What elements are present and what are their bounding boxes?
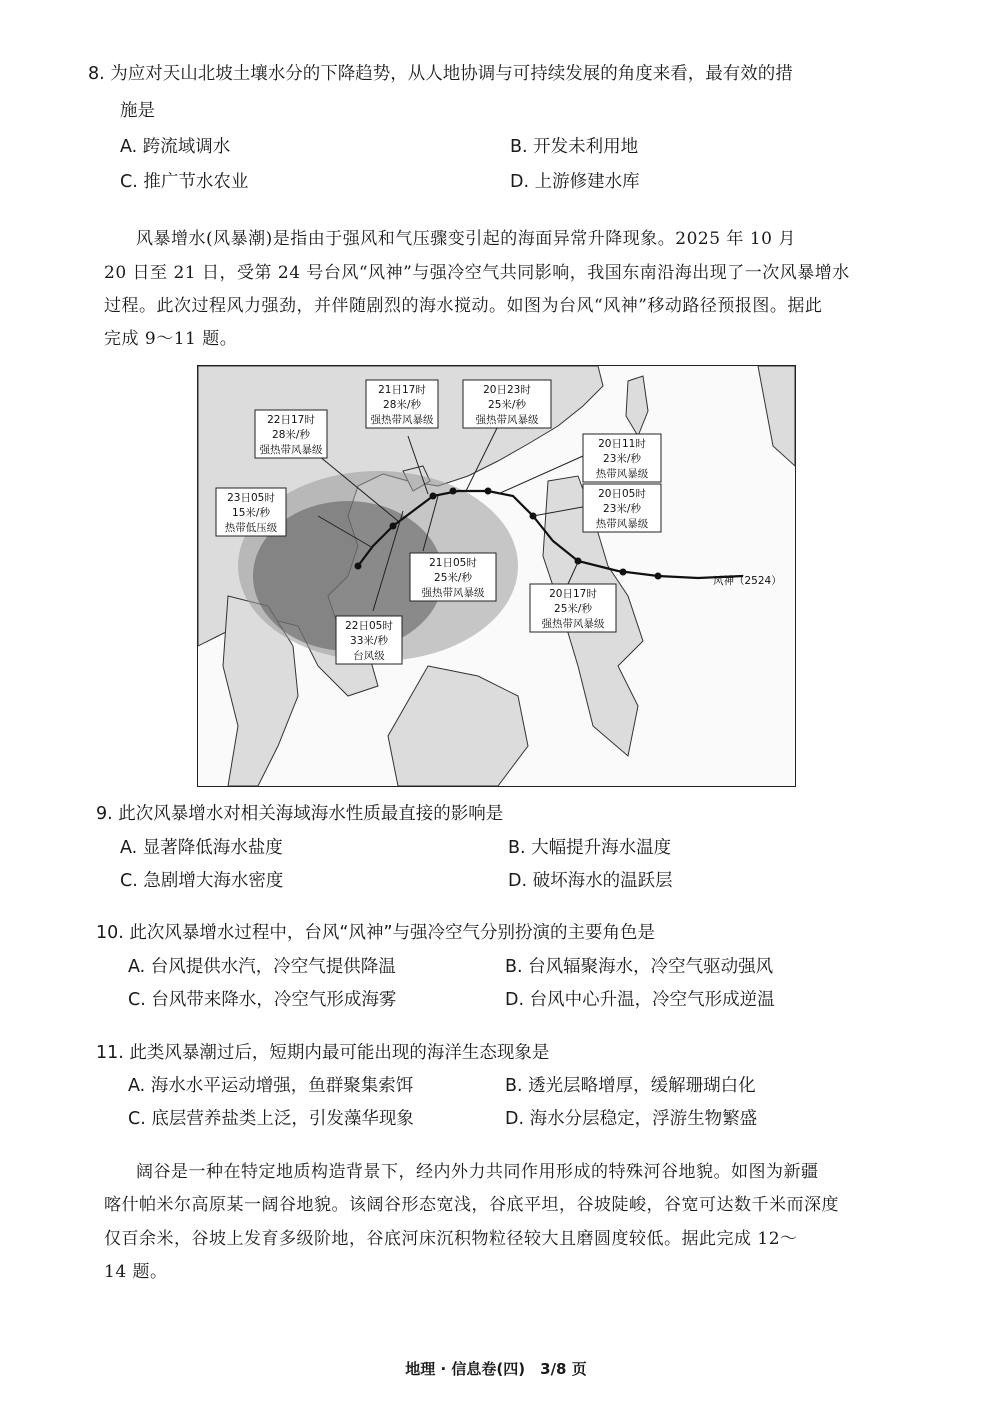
info-box-20d23h	[463, 380, 551, 428]
svg-text:25米/秒: 25米/秒	[434, 572, 472, 584]
svg-text:21日17时: 21日17时	[378, 384, 426, 396]
q10-option-b: B. 台风辐聚海水，冷空气驱动强风	[505, 957, 774, 977]
svg-text:28米/秒: 28米/秒	[383, 399, 421, 411]
svg-text:28米/秒: 28米/秒	[272, 429, 310, 441]
track-point	[620, 569, 627, 576]
track-point	[430, 493, 437, 500]
typhoon-track-map	[197, 365, 796, 787]
track-point	[390, 523, 397, 530]
q9-option-d: D. 破坏海水的温跃层	[508, 871, 673, 891]
passage1-line4: 完成 9～11 题。	[104, 329, 238, 349]
info-box-20d05h	[583, 484, 661, 532]
svg-text:热带风暴级: 热带风暴级	[595, 518, 649, 530]
info-box-20d11h	[583, 434, 661, 482]
land-right-island	[758, 366, 795, 466]
passage1-line3: 过程。此次过程风力强劲，并伴随剧烈的海水搅动。如图为台风“风神”移动路径预报图。据此	[104, 296, 823, 316]
land-taiwan	[626, 376, 648, 436]
track-point	[485, 488, 492, 495]
q10-stem: 10. 此次风暴增水过程中，台风“风神”与强冷空气分别扮演的主要角色是	[96, 923, 656, 943]
info-box-20d17h	[530, 584, 616, 632]
svg-text:15米/秒: 15米/秒	[232, 507, 270, 519]
track-point	[355, 563, 362, 570]
passage2-line4: 14 题。	[104, 1262, 168, 1282]
svg-text:热带风暴级: 热带风暴级	[595, 468, 649, 480]
svg-text:22日05时: 22日05时	[345, 620, 393, 632]
svg-text:22日17时: 22日17时	[267, 414, 315, 426]
q8-stem-line2: 施是	[120, 101, 155, 121]
info-box-23d05h	[216, 488, 286, 536]
svg-text:热带低压级: 热带低压级	[224, 522, 278, 534]
map-svg	[198, 366, 795, 786]
q8-option-d: D. 上游修建水库	[510, 172, 640, 192]
info-box-21d05h	[410, 553, 496, 601]
passage2-line3: 仅百余米，谷坡上发育多级阶地，谷底河床沉积物粒径较大且磨圆度较低。据此完成 12～	[104, 1229, 798, 1249]
svg-text:23日05时: 23日05时	[227, 492, 275, 504]
q9-option-b: B. 大幅提升海水温度	[508, 838, 672, 858]
svg-text:21日05时: 21日05时	[429, 557, 477, 569]
svg-text:20日05时: 20日05时	[598, 488, 646, 500]
track-point	[450, 488, 457, 495]
svg-text:20日11时: 20日11时	[598, 438, 646, 450]
page-footer: 地理 · 信息卷(四) 3/8 页	[405, 1360, 587, 1378]
svg-text:25米/秒: 25米/秒	[554, 603, 592, 615]
svg-text:强热带风暴级: 强热带风暴级	[259, 444, 323, 456]
svg-text:20日23时: 20日23时	[483, 384, 531, 396]
q9-stem: 9. 此次风暴增水对相关海域海水性质最直接的影响是	[96, 804, 504, 824]
svg-text:强热带风暴级: 强热带风暴级	[541, 618, 605, 630]
q11-option-a: A. 海水水平运动增强，鱼群聚集索饵	[128, 1076, 414, 1096]
svg-text:台风级: 台风级	[353, 650, 385, 662]
svg-text:23米/秒: 23米/秒	[603, 453, 641, 465]
q8-option-c: C. 推广节水农业	[120, 172, 249, 192]
svg-text:强热带风暴级: 强热带风暴级	[421, 587, 485, 599]
q8-stem-line1: 8. 为应对天山北坡土壤水分的下降趋势，从人地协调与可持续发展的角度来看，最有效的措	[88, 64, 793, 84]
svg-text:20日17时: 20日17时	[549, 588, 597, 600]
q11-option-c: C. 底层营养盐类上泛，引发藻华现象	[128, 1109, 414, 1129]
svg-text:强热带风暴级: 强热带风暴级	[475, 414, 539, 426]
q10-option-d: D. 台风中心升温，冷空气形成逆温	[505, 990, 775, 1010]
svg-text:25米/秒: 25米/秒	[488, 399, 526, 411]
passage2-line1: 阔谷是一种在特定地质构造背景下，经内外力共同作用形成的特殊河谷地貌。如图为新疆	[136, 1162, 819, 1182]
q8-option-a: A. 跨流域调水	[120, 137, 231, 157]
passage1-line2: 20 日至 21 日，受第 24 号台风“风神”与强冷空气共同影响，我国东南沿海出现了一次风暴增水	[104, 263, 850, 283]
q9-option-c: C. 急剧增大海水密度	[120, 871, 284, 891]
svg-text:33米/秒: 33米/秒	[350, 635, 388, 647]
track-point	[575, 558, 582, 565]
passage2-line2: 喀什帕米尔高原某一阔谷地貌。该阔谷形态宽浅，谷底平坦，谷坡陡峻，谷宽可达数千米而深度	[104, 1195, 839, 1215]
q11-stem: 11. 此类风暴潮过后，短期内最可能出现的海洋生态现象是	[96, 1043, 550, 1063]
q11-option-d: D. 海水分层稳定，浮游生物繁盛	[505, 1109, 758, 1129]
passage1-line1: 风暴增水(风暴潮)是指由于强风和气压骤变引起的海面异常升降现象。2025 年 10 月	[136, 229, 796, 249]
svg-text:强热带风暴级: 强热带风暴级	[370, 414, 434, 426]
q10-option-c: C. 台风带来降水，冷空气形成海雾	[128, 990, 397, 1010]
info-box-22d17h	[255, 410, 327, 458]
q11-option-b: B. 透光层略增厚，缓解珊瑚白化	[505, 1076, 756, 1096]
typhoon-name-label: 风神（2524）	[713, 575, 782, 587]
track-point	[655, 573, 662, 580]
info-box-21d17h	[366, 380, 438, 428]
q8-option-b: B. 开发未利用地	[510, 137, 639, 157]
info-box-22d05h	[336, 616, 402, 664]
svg-text:23米/秒: 23米/秒	[603, 503, 641, 515]
q9-option-a: A. 显著降低海水盐度	[120, 838, 283, 858]
land-borneo	[388, 666, 528, 786]
q10-option-a: A. 台风提供水汽，冷空气提供降温	[128, 957, 396, 977]
